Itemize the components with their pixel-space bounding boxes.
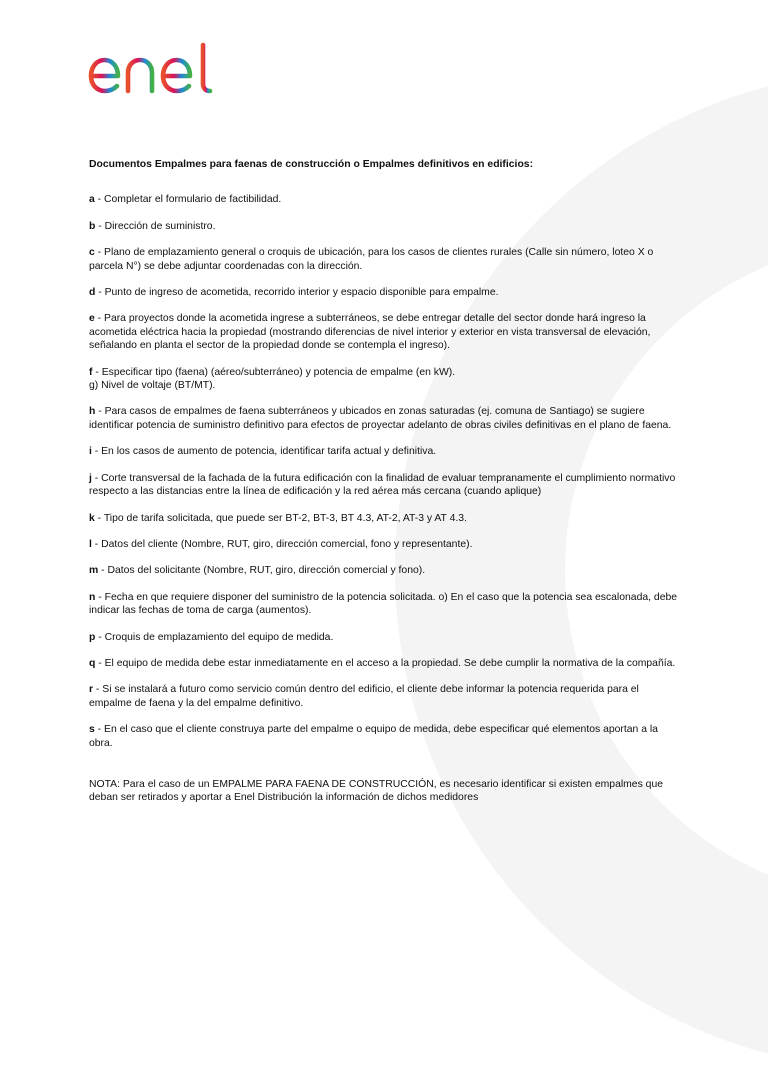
item-text: - Fecha en que requiere disponer del suministro de la potencia solicitada. o) En el caso que la potencia sea escalonada, debe indicar las fechas de toma de carga (aumentos). (89, 591, 678, 617)
item-letter: p (89, 631, 96, 643)
item-text: - En los casos de aumento de potencia, identificar tarifa actual y definitiva. (91, 446, 437, 458)
item-letter: q (89, 657, 96, 669)
list-item-h (89, 405, 684, 432)
item-text: - Completar el formulario de factibilidad. (94, 194, 282, 206)
list-item-m (89, 564, 684, 577)
item-letter: f (89, 366, 93, 378)
list-item-e (89, 312, 684, 352)
list-item-l (89, 538, 684, 551)
document-heading: Documentos Empalmes para faenas de construcción o Empalmes definitivos en edificios: (89, 159, 534, 170)
item-letter: k (89, 512, 95, 524)
item-letter: s (89, 724, 95, 736)
item-letter: e (89, 313, 95, 325)
list-item-q (89, 657, 684, 670)
item-letter: r (89, 684, 94, 696)
item-letter: d (89, 287, 96, 299)
item-letter: l (89, 538, 92, 550)
item-letter: h (89, 406, 96, 418)
item-text: - Plano de emplazamiento general o croquis de ubicación, para los casos de clientes rurales (Calle sin número, loteo X o parcela N°) se debe adjuntar coordenadas con la dirección. (89, 247, 654, 272)
list-item-r (89, 683, 684, 710)
item-letter: i (89, 446, 92, 458)
item-text: - En el caso que el cliente construya parte del empalme o equipo de medida, debe especificar qué elementos aportan a la obra. (89, 724, 658, 749)
list-item-i (89, 445, 684, 458)
enel-logo (86, 40, 238, 100)
item-letter: a (89, 194, 95, 206)
list-item-c (89, 246, 684, 273)
item-letter: b (89, 220, 96, 232)
item-letter: m (89, 565, 99, 577)
list-item-k (89, 512, 684, 525)
list-item-j (89, 472, 684, 499)
item-letter: n (89, 591, 96, 603)
item-letter: j (89, 472, 92, 484)
list-item-b (89, 220, 684, 233)
document-body (89, 158, 684, 818)
item-text: - Datos del solicitante (Nombre, RUT, giro, dirección comercial y fono). (98, 565, 426, 577)
list-item-n (89, 591, 684, 618)
list-item-a (89, 193, 684, 206)
item-text: - Especificar tipo (faena) (aéreo/subterráneo) y potencia de empalme (en kW). (92, 366, 456, 378)
list-item-p (89, 631, 684, 644)
item-text: - Tipo de tarifa solicitada, que puede ser BT-2, BT-3, BT 4.3, AT-2, AT-3 y AT 4.3. (94, 512, 467, 524)
item-text: - Para casos de empalmes de faena subterráneos y ubicados en zonas saturadas (ej. comuna de Santiago) se sugiere identificar potencia de suministro definitivo para efectos de proyectar adelanto de obras civiles definitivas en el plano de faena. (89, 406, 672, 431)
list-item-s (89, 723, 684, 750)
item-text: - Para proyectos donde la acometida ingrese a subterráneos, se debe entregar detalle del sector donde hará ingreso la acometida eléctrica hacia la propiedad (mostrando diferencias de nivel interior y exterior en vista transversal de elevación, señalando en planta el sector de la propiedad donde se contempla el ingreso). (89, 313, 651, 352)
list-item-f (89, 366, 684, 393)
item-text: - Croquis de emplazamiento del equipo de medida. (95, 631, 334, 643)
list-item-d (89, 286, 684, 299)
document-note: NOTA: Para el caso de un EMPALME PARA FAENA DE CONSTRUCCIÓN, es necesario identificar si existen empalmes que deban ser retirados y aportar a Enel Distribución la información de dichos medidores (89, 778, 664, 804)
item-extra-text: g) Nivel de voltaje (BT/MT). (89, 380, 216, 392)
item-text: - Dirección de suministro. (95, 220, 216, 232)
item-text: - Punto de ingreso de acometida, recorrido interior y espacio disponible para empalme. (95, 287, 499, 299)
item-text: - Datos del cliente (Nombre, RUT, giro, dirección comercial, fono y representante). (91, 538, 473, 550)
item-text: - El equipo de medida debe estar inmediatamente en el acceso a la propiedad. Se debe cumplir la normativa de la compañía. (95, 657, 676, 669)
item-letter: c (89, 247, 95, 259)
item-text: - Corte transversal de la fachada de la futura edificación con la finalidad de evaluar tempranamente el cumplimiento normativo respecto a las distancias entre la línea de edificación y la red aérea más cercana (cuando aplique) (89, 472, 676, 498)
item-text: - Si se instalará a futuro como servicio común dentro del edificio, el cliente debe informar la potencia requerida para el empalme de faena y la del empalme definitivo. (89, 684, 639, 709)
